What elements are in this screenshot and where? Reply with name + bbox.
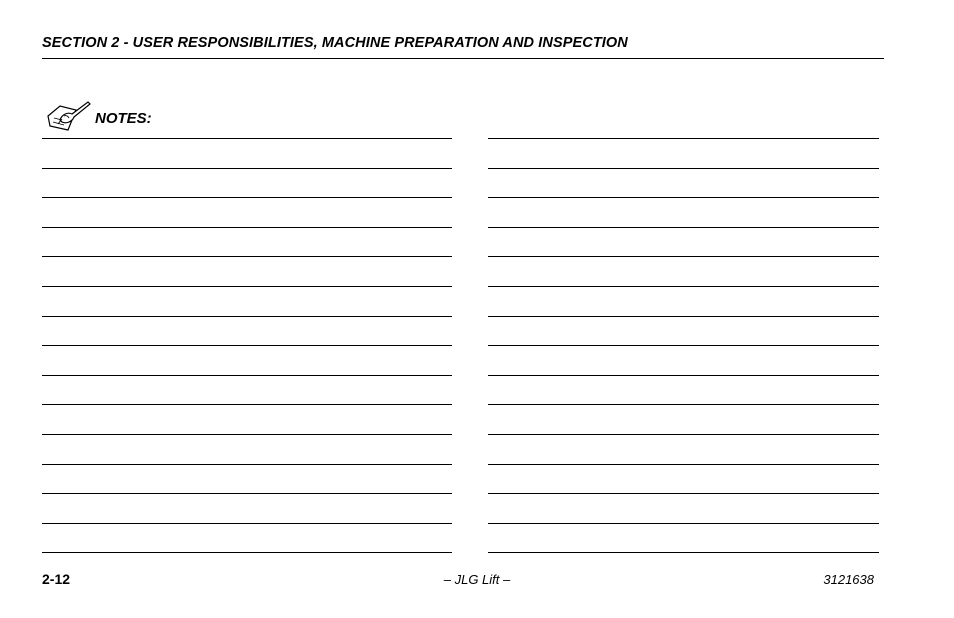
note-line (488, 523, 879, 524)
note-line (42, 197, 452, 198)
note-line (488, 256, 879, 257)
note-line (42, 434, 452, 435)
note-line (42, 138, 452, 139)
note-line (42, 493, 452, 494)
note-line (488, 286, 879, 287)
note-line (488, 375, 879, 376)
note-line (488, 227, 879, 228)
note-line (42, 316, 452, 317)
note-line (42, 464, 452, 465)
note-line (488, 552, 879, 553)
note-line (42, 256, 452, 257)
note-line (488, 138, 879, 139)
note-line (42, 286, 452, 287)
footer-brand: – JLG Lift – (443, 572, 511, 587)
note-line (488, 464, 879, 465)
note-line (488, 168, 879, 169)
page-number: 2-12 (42, 571, 71, 587)
notes-heading: NOTES: (95, 110, 152, 127)
section-title: SECTION 2 - USER RESPONSIBILITIES, MACHINE PREPARATION AND INSPECTION (42, 35, 628, 51)
note-line (42, 168, 452, 169)
notes-lines-right (488, 138, 879, 582)
header-divider (42, 58, 884, 59)
notes-lines-left (42, 138, 452, 582)
note-line (42, 404, 452, 405)
note-line (42, 227, 452, 228)
pencil-note-icon (46, 100, 92, 132)
note-line (42, 523, 452, 524)
note-line (42, 552, 452, 553)
note-line (488, 197, 879, 198)
note-line (488, 434, 879, 435)
note-line (488, 404, 879, 405)
note-line (488, 316, 879, 317)
note-line (488, 493, 879, 494)
note-line (42, 375, 452, 376)
document-number: 3121638 (823, 572, 874, 587)
note-line (42, 345, 452, 346)
note-line (488, 345, 879, 346)
